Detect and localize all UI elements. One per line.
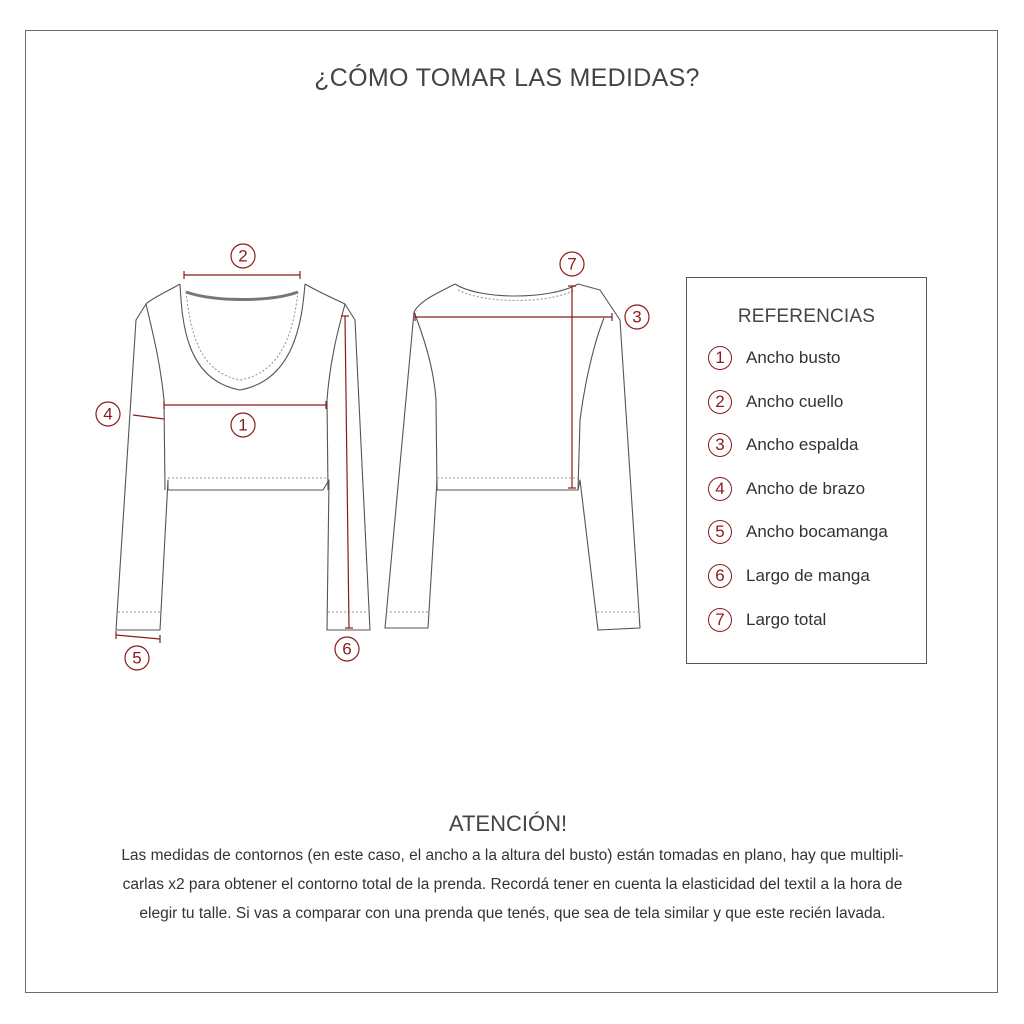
references-title: REFERENCIAS (737, 306, 876, 327)
callout-number-4: 4 (103, 404, 113, 424)
reference-label: Ancho busto (746, 348, 841, 367)
measure-line-ancho-bocamanga (116, 631, 160, 643)
measure-line-ancho-cuello (184, 271, 300, 279)
reference-label: Largo de manga (746, 566, 870, 585)
front-left-armhole (146, 304, 165, 490)
back-outline (385, 284, 640, 630)
reference-label: Ancho espalda (746, 435, 859, 454)
attention-line-1: Las medidas de contornos (en este caso, el ancho a la altura del busto) están tomadas en plano, hay que multipli- (121, 847, 904, 864)
measure-line-largo-manga (341, 316, 353, 628)
page-title: ¿CÓMO TOMAR LAS MEDIDAS? (314, 64, 700, 92)
callout-number-6: 6 (342, 639, 352, 659)
callout-number-3: 3 (632, 307, 642, 327)
front-right-armhole (327, 304, 345, 490)
reference-item (708, 606, 826, 634)
reference-number: 2 (708, 390, 732, 414)
back-neckline (455, 284, 578, 296)
callout-number-2: 2 (238, 246, 248, 266)
reference-number: 3 (708, 433, 732, 457)
measure-line-ancho-brazo (133, 415, 164, 419)
attention-line-3: elegir tu talle. Si vas a comparar con una prenda que tenés, que sea de tela similar y que este recién lavada. (139, 905, 886, 922)
reference-label: Ancho cuello (746, 392, 844, 411)
measure-line-largo-total (568, 286, 576, 488)
attention-title: ATENCIÓN! (448, 811, 568, 836)
callout-number-1: 1 (238, 415, 248, 435)
front-back-neck-band (186, 292, 298, 300)
reference-label: Largo total (746, 610, 827, 629)
reference-number: 7 (708, 608, 732, 632)
measure-line-ancho-espalda (415, 313, 612, 321)
reference-label: Ancho de brazo (746, 479, 866, 498)
reference-item (708, 388, 843, 416)
reference-item (708, 562, 870, 590)
back-left-armhole (414, 312, 437, 490)
reference-label: Ancho bocamanga (746, 522, 888, 541)
front-garment (116, 284, 370, 630)
reference-item (708, 431, 858, 459)
reference-item (708, 344, 841, 372)
measure-line-ancho-busto (164, 401, 326, 409)
attention-line-2: carlas x2 para obtener el contorno total de la prenda. Recordá tener en cuenta la elasticidad del textil a la hora de (122, 876, 903, 893)
front-neckline-seam (186, 292, 298, 380)
front-outline (116, 284, 370, 630)
reference-number: 5 (708, 520, 732, 544)
reference-number: 4 (708, 477, 732, 501)
back-garment (385, 284, 640, 630)
references-box (686, 277, 927, 664)
reference-item (708, 475, 865, 503)
reference-number: 6 (708, 564, 732, 588)
callout-number-5: 5 (132, 648, 142, 668)
attention-body (70, 841, 955, 928)
callout-number-7: 7 (567, 254, 577, 274)
reference-number: 1 (708, 346, 732, 370)
back-right-armhole (578, 318, 604, 490)
reference-item (708, 518, 888, 546)
